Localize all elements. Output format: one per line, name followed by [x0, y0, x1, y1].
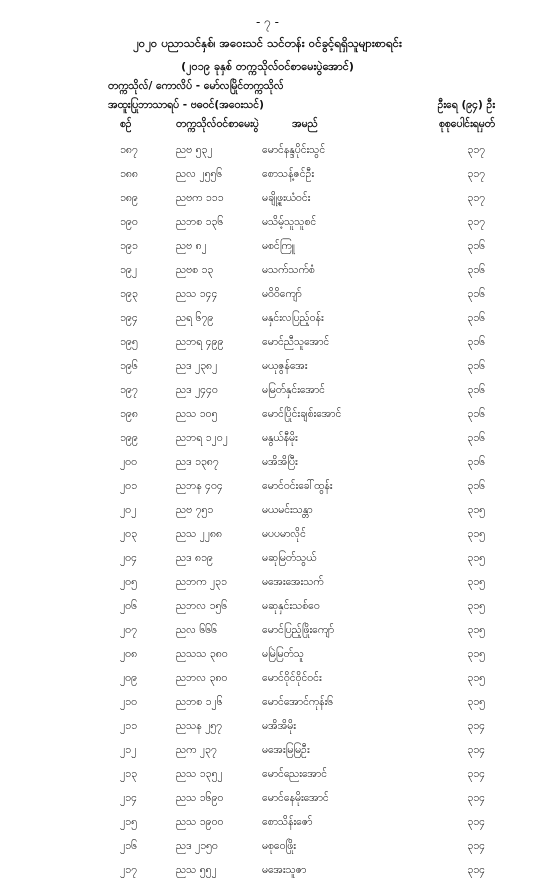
document-subtitle: (၂၀၁၉ ခုနှစ် တက္ကသိုလ်ဝင်စာမေးပွဲအောင်) — [181, 60, 354, 73]
total-marks: ၃၁၅ — [467, 648, 485, 660]
column-header-total-marks: စုစုပေါင်းရမှတ် — [438, 118, 495, 130]
table-row — [0, 668, 535, 692]
total-marks: ၃၁၄ — [467, 840, 485, 852]
row-number: ၁၉၄ — [120, 312, 138, 324]
registration-number: ညရ ၆၇၉ — [176, 312, 214, 324]
registration-number: ညသ ၂၂၈၈ — [176, 528, 222, 540]
row-number: ၂၀၃ — [120, 528, 137, 540]
results-table — [0, 140, 535, 884]
registration-number: ညသသ ၃၈၀ — [176, 648, 228, 660]
total-marks: ၃၁၅ — [467, 624, 485, 636]
table-row — [0, 572, 535, 596]
student-name: မနှင်းလပြည့်ဝန်း — [262, 312, 324, 324]
registration-number: ညဒ ၂၃၈၂ — [176, 360, 218, 372]
table-row — [0, 500, 535, 524]
total-marks: ၃၁၄ — [467, 864, 485, 876]
row-number: ၁၈၉ — [120, 192, 138, 204]
university-label: တက္ကသိုလ်/ ကောလိပ် - မော်လမြိုင်တက္ကသိုလ် — [108, 80, 284, 92]
registration-number: ညဒ ၂၁၅၀ — [176, 840, 218, 852]
row-number: ၁၉၉ — [120, 432, 138, 444]
total-marks: ၃၁၆ — [467, 432, 485, 444]
total-marks: ၃၁၆ — [467, 312, 485, 324]
student-name: မောင်နန္ဒပိုင်းသွင် — [262, 144, 326, 156]
total-marks: ၃၁၅ — [467, 552, 485, 564]
total-marks: ၃၁၆ — [467, 360, 485, 372]
row-number: ၂၁၇ — [120, 864, 137, 876]
student-name: မောင်ညေးအောင် — [262, 768, 328, 780]
table-row — [0, 788, 535, 812]
registration-number: ညဘရ ၄၉၉ — [176, 336, 224, 348]
column-header-no: စဉ် — [120, 118, 132, 130]
student-name: မသက်သက်စံ — [262, 264, 315, 276]
table-row — [0, 692, 535, 716]
page-number: - ၇ - — [255, 15, 280, 29]
table-row — [0, 260, 535, 284]
table-row — [0, 548, 535, 572]
student-name: မောင်ညီသူအောင် — [262, 336, 330, 348]
row-number: ၂၀၇ — [120, 624, 137, 636]
total-marks: ၃၁၅ — [467, 672, 485, 684]
table-row — [0, 356, 535, 380]
student-name: မသိမ့်သူသူစင် — [262, 216, 317, 228]
total-marks: ၃၁၇ — [467, 192, 485, 204]
table-row — [0, 740, 535, 764]
registration-number: ညသ ၁၃၅၂ — [176, 768, 223, 780]
registration-number: ညဒ ၁၃၈၇ — [176, 456, 219, 468]
row-number: ၂၁၁ — [120, 720, 137, 732]
table-row — [0, 212, 535, 236]
row-number: ၂၁၃ — [120, 768, 137, 780]
row-number: ၁၉၁ — [120, 240, 138, 252]
total-marks: ၃၁၇ — [467, 144, 485, 156]
student-name: မောင်အောင်ကုန်း၆ — [262, 696, 334, 708]
total-marks: ၃၁၆ — [467, 240, 485, 252]
row-number: ၁၉၈ — [120, 408, 138, 420]
row-number: ၂၁၂ — [120, 744, 137, 756]
row-number: ၂၀၈ — [120, 648, 138, 660]
registration-number: ညဗ ၈၂ — [176, 240, 207, 252]
registration-number: ညသ ၁၀၅ — [176, 408, 218, 420]
table-row — [0, 140, 535, 164]
registration-number: ညသ ၁၆၉၀ — [176, 792, 224, 804]
registration-number: ညသ ၅၅၂ — [176, 864, 217, 876]
student-name: စောသိန်းဇော် — [262, 816, 313, 828]
table-row — [0, 452, 535, 476]
table-row — [0, 284, 535, 308]
total-marks: ၃၁၄ — [467, 720, 485, 732]
table-row — [0, 380, 535, 404]
registration-number: ညလ ၂၅၅၆ — [176, 168, 223, 180]
student-name: မောင်နေမိုးအောင် — [262, 792, 329, 804]
table-row — [0, 404, 535, 428]
registration-number: ညသန ၂၅၇ — [176, 720, 223, 732]
total-marks: ၃၁၅ — [467, 528, 485, 540]
registration-number: ညဘစ ၁၂၆ — [176, 696, 223, 708]
document-title: ၂၀၂၀ ပညာသင်နှစ်၊ အဝေးသင် သင်တန်း ဝင်ခွင့်ရရှိသူများစာရင်း — [133, 36, 402, 50]
total-marks: ၃၁၆ — [467, 456, 485, 468]
row-number: ၂၁၆ — [120, 840, 137, 852]
row-number: ၂၁၄ — [120, 792, 137, 804]
row-number: ၂၀၅ — [120, 576, 137, 588]
registration-number: ညသ ၁၄၄ — [176, 288, 218, 300]
student-name: မဆုနှင်းသစ်ဝေ — [262, 600, 320, 612]
registration-number: ညက ၂၃၇ — [176, 744, 217, 756]
student-name: မစုဝေဖြိုး — [262, 840, 296, 852]
table-row — [0, 308, 535, 332]
student-name: မောင်ဝင်းခေါ်ထွန်း — [262, 480, 333, 492]
table-row — [0, 524, 535, 548]
student-name: မဝိဝိကျော် — [262, 288, 302, 300]
student-name: မအိအိမိုး — [262, 720, 296, 732]
subject-label: အထူးပြုဘာသာရပ် - ဗဓဝင်(အဝေးသင်) — [108, 99, 264, 111]
registration-number: ညဘရ ၁၂၀၂ — [176, 432, 228, 444]
registration-number: ညဘက ၂၃၁ — [176, 576, 227, 588]
registration-number: ညဗက ၁၁၁ — [176, 192, 224, 204]
registration-number: ညဗစ ၁၃ — [176, 264, 214, 276]
table-row — [0, 332, 535, 356]
table-row — [0, 188, 535, 212]
registration-number: ညဘစ ၁၃၆ — [176, 216, 224, 228]
total-marks: ၃၁၅ — [467, 576, 485, 588]
student-name: မောင်ပြိုင်းချစ်းအောင် — [262, 408, 342, 420]
table-row — [0, 164, 535, 188]
row-number: ၂၀၁ — [120, 480, 137, 492]
total-marks: ၃၁၄ — [467, 768, 485, 780]
table-row — [0, 236, 535, 260]
registration-number: ညဘန ၄၀၄ — [176, 480, 223, 492]
total-marks: ၃၁၆ — [467, 480, 485, 492]
row-number: ၁၈၇ — [120, 144, 138, 156]
row-number: ၁၉၇ — [120, 384, 138, 396]
student-name: မောင်ပြည့်ဖြိုးကျော် — [262, 624, 335, 636]
table-row — [0, 812, 535, 836]
student-name: မမြတ်နှင်းအောင် — [262, 384, 325, 396]
total-marks: ၃၁၅ — [467, 696, 485, 708]
registration-number: ညဗ ၅၃၂ — [176, 144, 213, 156]
total-marks: ၃၁၄ — [467, 792, 485, 804]
student-name: မနွယ်နီမိုး — [262, 432, 298, 444]
total-marks: ၃၁၆ — [467, 384, 485, 396]
row-number: ၁၈၈ — [120, 168, 138, 180]
student-name: မမြဲမြတ်သူ — [262, 648, 304, 660]
table-row — [0, 644, 535, 668]
row-number: ၂၀၉ — [120, 672, 137, 684]
table-row — [0, 764, 535, 788]
row-number: ၂၀၂ — [120, 504, 137, 516]
student-name: မယမင်းသန္တာ — [262, 504, 313, 516]
total-marks: ၃၁၇ — [467, 168, 485, 180]
row-number: ၁၉၃ — [120, 288, 138, 300]
student-name: မအေးသူဇာ — [262, 864, 307, 876]
table-row — [0, 428, 535, 452]
row-number: ၂၁၀ — [120, 696, 137, 708]
student-name: မစင်ကြူ — [262, 240, 295, 252]
registration-number: ညဒ ၂၄၄၀ — [176, 384, 218, 396]
row-number: ၁၉၀ — [120, 216, 138, 228]
total-marks: ၃၁၄ — [467, 816, 485, 828]
row-number: ၂၀၄ — [120, 552, 137, 564]
registration-number: ညဘလ ၁၅၆ — [176, 600, 228, 612]
table-row — [0, 860, 535, 884]
row-number: ၁၉၂ — [120, 264, 137, 276]
row-number: ၁၉၅ — [120, 336, 138, 348]
registration-number: ညဗ ၇၅၁ — [176, 504, 214, 516]
registration-number: ညသ ၁၉၀၀ — [176, 816, 224, 828]
student-name: မဆုမြတ်သွယ် — [262, 552, 317, 564]
total-count-label: ဦးရေ (၉၄) ဦး — [437, 99, 495, 111]
total-marks: ၃၁၆ — [467, 408, 485, 420]
student-name: မအေးအေးသက် — [262, 576, 324, 588]
total-marks: ၃၁၅ — [467, 600, 485, 612]
registration-number: ညဒ ၈၁၉ — [176, 552, 213, 564]
table-row — [0, 836, 535, 860]
row-number: ၂၀၆ — [120, 600, 137, 612]
table-row — [0, 596, 535, 620]
student-name: မယုဇွန်အေး — [262, 360, 308, 372]
student-name: မအေးမြမြဦး — [262, 744, 310, 756]
student-name: စောသန့်ဇင်ဦး — [262, 168, 315, 180]
total-marks: ၃၁၅ — [467, 504, 485, 516]
registration-number: ညလ ၆၆၆ — [176, 624, 218, 636]
table-row — [0, 716, 535, 740]
student-name: မအိအိပြီး — [262, 456, 298, 468]
total-marks: ၃၁၆ — [467, 336, 485, 348]
row-number: ၁၉၆ — [120, 360, 138, 372]
table-row — [0, 476, 535, 500]
row-number: ၂၁၅ — [120, 816, 137, 828]
registration-number: ညဘလ ၃၈၀ — [176, 672, 228, 684]
column-header-registration: တက္ကသိုလ်ဝင်စာမေးပွဲ — [176, 118, 259, 130]
total-marks: ၃၁၄ — [467, 744, 485, 756]
total-marks: ၃၁၆ — [467, 264, 485, 276]
total-marks: ၃၁၆ — [467, 288, 485, 300]
student-name: မောင်ဝိုင်ဝိုင်ဝင်း — [262, 672, 322, 684]
student-name: မပပမာလိုင် — [262, 528, 306, 540]
student-name: မချို့ဖူးယံဝင်း — [262, 192, 311, 204]
row-number: ၂၀၀ — [120, 456, 137, 468]
table-row — [0, 620, 535, 644]
column-header-name: အမည် — [292, 118, 318, 130]
total-marks: ၃၁၇ — [467, 216, 485, 228]
